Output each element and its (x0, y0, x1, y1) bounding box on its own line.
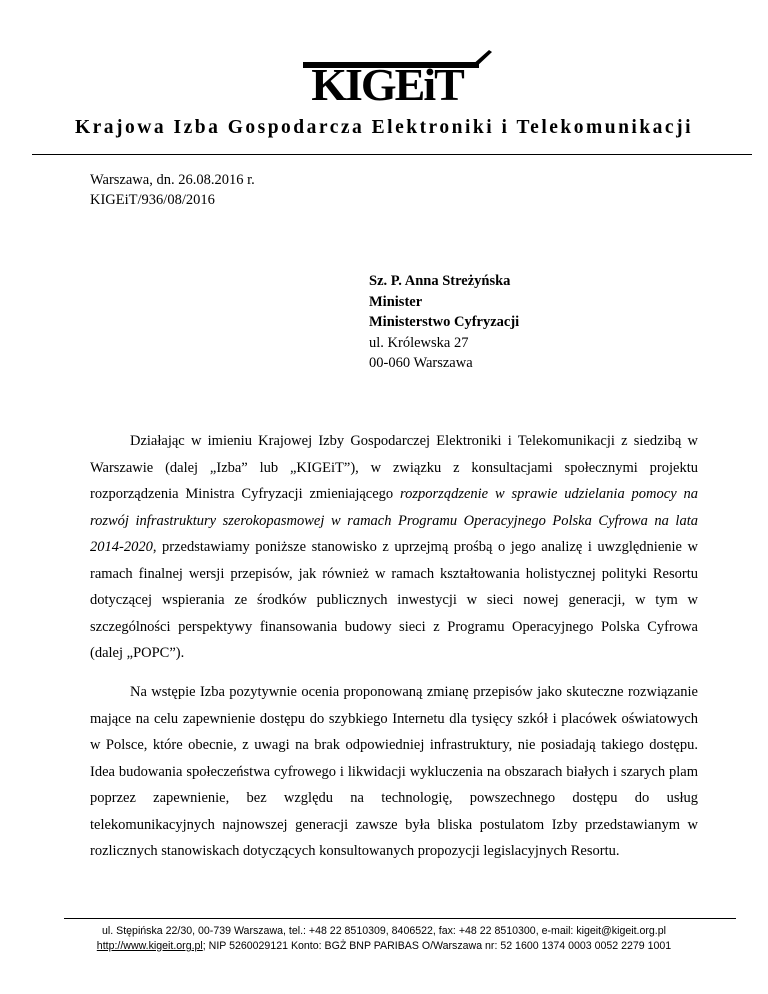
website-link[interactable]: http://www.kigeit.org.pl (96, 939, 203, 952)
addressee-street: ul. Królewska 27 (369, 334, 469, 351)
paragraph-1-text-a: Działając w imieniu Krajowej Izby Gospodarczej Elektroniki i Telekomunikacji z siedzibą w Warszawie (dalej „Izba” lub „KIGEiT”), w związku z konsultacjami społecznymi projektu rozporządzenia Ministra Cyfryzacji zmieniającego (90, 433, 698, 502)
footer-bank-details: ; NIP 5260029121 Konto: BGŻ BNP PARIBAS O/Warszawa nr: 52 1600 1374 0003 0052 2279 1001 (202, 939, 672, 952)
footer-details-line (0, 939, 768, 954)
place-date: Warszawa, dn. 26.08.2016 r. (90, 172, 255, 188)
addressee-institution: Ministerstwo Cyfryzacji (369, 314, 520, 330)
kigeit-logo (283, 48, 493, 106)
footer-divider (64, 918, 736, 919)
organization-name: Krajowa Izba Gospodarcza Elektroniki i Telekomunikacji (74, 117, 694, 138)
body-paragraph-1 (90, 428, 698, 667)
footer (0, 924, 768, 953)
header-divider (32, 154, 752, 155)
addressee-position: Minister (369, 293, 423, 310)
addressee-name: Sz. P. Anna Streżyńska (369, 273, 511, 289)
footer-contact-line: ul. Stępińska 22/30, 00-739 Warszawa, tel.: +48 22 8510309, 8406522, fax: +48 22 8510300, e-mail: kigeit@kigeit.org.pl (102, 925, 666, 937)
reference-number: KIGEiT/936/08/2016 (90, 192, 215, 208)
body-paragraph-2: Na wstępie Izba pozytywnie ocenia proponowaną zmianę przepisów jako skuteczne rozwiązanie mające na celu zapewnienie dostępu do szybkiego Internetu dla tysięcy szkół i placówek oświatowych w Polsce, które obecnie, z uwagi na brak odpowiedniej infrastruktury, nie posiadają takiego dostępu. Idea budowania społeczeństwa cyfrowego i likwidacji wykluczenia na obszarach białych i szarych plam poprzez zapewnienie, bez względu na technologię, powszechnego dostępu do usług telekomunikacyjnych najnowszej generacji zawsze była bliska postulatom Izby przedstawianym w rozlicznych stanowiskach dotyczących konsultowanych propozycji legislacyjnych Resortu. (90, 684, 698, 859)
addressee-city: 00-060 Warszawa (369, 355, 473, 371)
letter-meta (90, 170, 255, 210)
svg-text:KIGEiT: KIGEiT (311, 59, 463, 106)
regulation-title: rozporządzenie w sprawie udzielania pomocy na rozwój infrastruktury szerokopasmowej w ramach Programu Operacyjnego Polska Cyfrowa na lata 2014-2020 (90, 486, 699, 555)
paragraph-1-text-b: , przedstawiamy poniższe stanowisko z uprzejmą prośbą o jego analizę i uwzględnienie w ramach finalnej wersji przepisów, jak również w ramach kształtowania holistycznej polityki Resortu dotyczącej wspierania ze środków publicznych inwestycji w sieci nowej generacji, w tym w szczególności perspektywy finansowania budowy sieci z Programu Operacyjnego Polska Cyfrowa (dalej „POPC”). (90, 539, 698, 661)
addressee-block (369, 271, 519, 374)
